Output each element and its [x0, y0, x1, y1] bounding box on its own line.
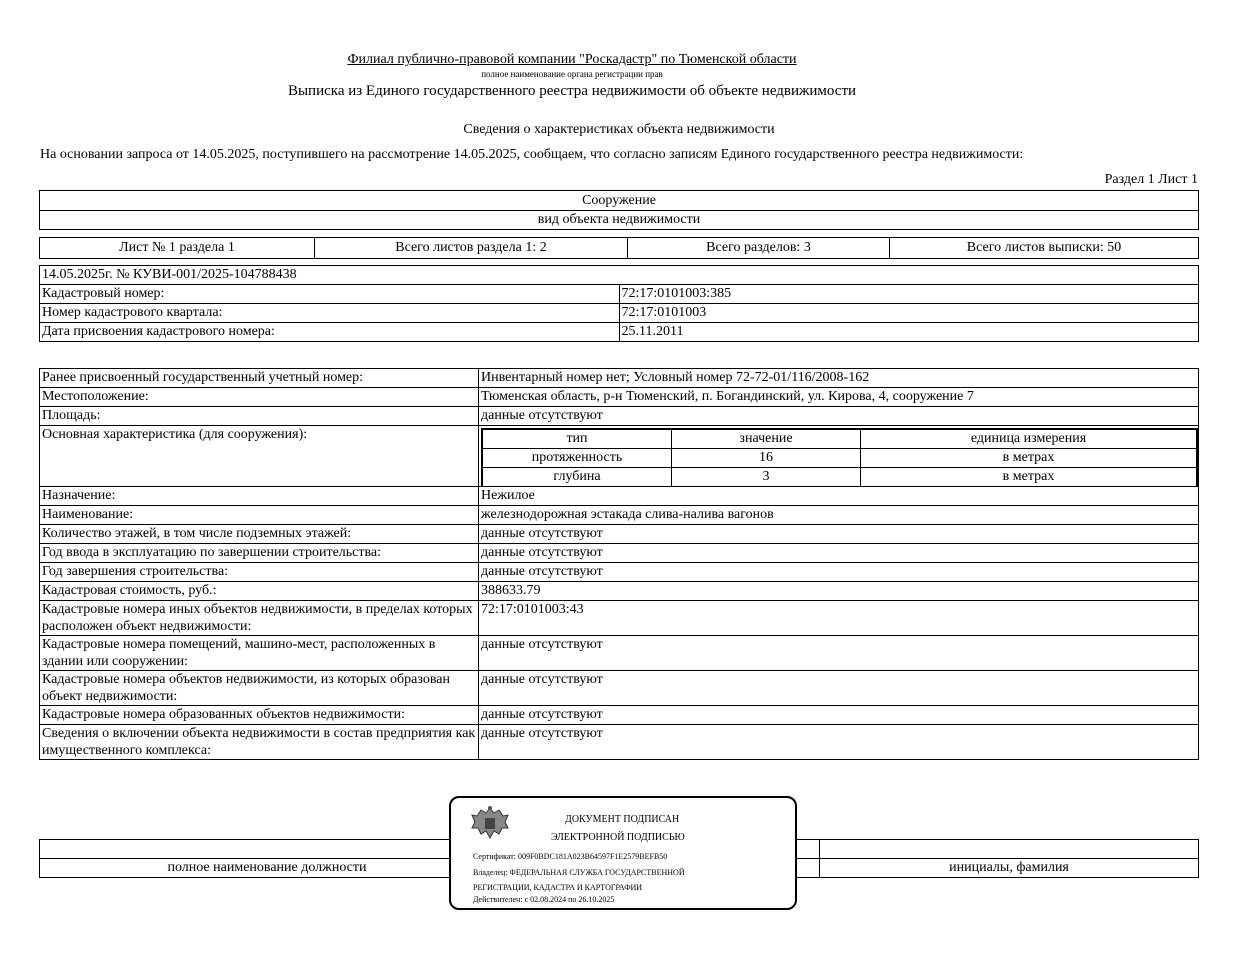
year-commission-label: Год ввода в эксплуатацию по завершении строительства: [40, 544, 479, 563]
year-built-label: Год завершения строительства: [40, 563, 479, 582]
quarter-number-value: 72:17:0101003 [619, 304, 1199, 323]
area-label: Площадь: [40, 407, 479, 426]
area-value: данные отсутствуют [479, 407, 1199, 426]
intro-text: На основании запроса от 14.05.2025, поступившего на рассмотрение 14.05.2025, сообщаем, что согласно записям Единого государственного реестра недвижимости: [40, 147, 1024, 162]
cadastral-number-label: Кадастровый номер: [40, 285, 620, 304]
char-header-unit: единица измерения [861, 429, 1198, 449]
cost-label: Кадастровая стоимость, руб.: [40, 582, 479, 601]
prev-number-value: Инвентарный номер нет; Условный номер 72-72-01/116/2008-162 [479, 369, 1199, 388]
assign-date-value: 25.11.2011 [619, 323, 1199, 342]
floors-value: данные отсутствуют [479, 525, 1199, 544]
e-signature-stamp [449, 796, 797, 910]
formed-objects-label: Кадастровые номера образованных объектов недвижимости: [40, 706, 479, 725]
parent-objects-label: Кадастровые номера иных объектов недвижимости, в пределах которых расположен объект недвижимости: [40, 601, 479, 636]
initials-caption: инициалы, фамилия [820, 859, 1199, 878]
cost-value: 388633.79 [479, 582, 1199, 601]
extract-number: 14.05.2025г. № КУВИ-001/2025-104788438 [40, 266, 1199, 285]
location-label: Местоположение: [40, 388, 479, 407]
name-value: железнодорожная эстакада слива-налива вагонов [479, 506, 1199, 525]
source-objects-value: данные отсутствуют [479, 671, 1199, 706]
purpose-value: Нежилое [479, 487, 1199, 506]
char-row-value: 16 [672, 449, 861, 468]
floors-label: Количество этажей, в том числе подземных этажей: [40, 525, 479, 544]
rooms-label: Кадастровые номера помещений, машино-мест, расположенных в здании или сооружении: [40, 636, 479, 671]
stamp-validity: Действителен: с 02.08.2024 по 26.10.2025 [473, 895, 615, 904]
object-type-value: Сооружение [40, 191, 1199, 211]
position-caption: полное наименование должности [40, 859, 495, 878]
object-type-caption: вид объекта недвижимости [40, 211, 1199, 230]
cadastral-number-value: 72:17:0101003:385 [619, 285, 1199, 304]
location-value: Тюменская область, р-н Тюменский, п. Богандинский, ул. Кирова, 4, сооружение 7 [479, 388, 1199, 407]
org-name: Филиал публично-правовой компании "Роскадастр" по Тюменской области [347, 52, 797, 67]
quarter-number-label: Номер кадастрового квартала: [40, 304, 620, 323]
year-built-value: данные отсутствуют [479, 563, 1199, 582]
enterprise-value: данные отсутствуют [479, 725, 1199, 760]
sheet-info-table [39, 237, 1199, 259]
sheet-number: Лист № 1 раздела 1 [40, 238, 315, 259]
year-commission-value: данные отсутствуют [479, 544, 1199, 563]
stamp-line1: ДОКУМЕНТ ПОДПИСАН [565, 814, 680, 825]
document-title: Выписка из Единого государственного реестра недвижимости об объекте недвижимости [287, 83, 857, 99]
stamp-line2: ЭЛЕКТРОННОЙ ПОДПИСЬЮ [551, 832, 685, 843]
extract-sheets-total: Всего листов выписки: 50 [890, 238, 1199, 259]
enterprise-label: Сведения о включении объекта недвижимости в состав предприятия как имущественного комплекса: [40, 725, 479, 760]
stamp-owner-line2: РЕГИСТРАЦИИ, КАДАСТРА И КАРТОГРАФИИ [473, 883, 643, 892]
name-label: Наименование: [40, 506, 479, 525]
sections-total: Всего разделов: 3 [628, 238, 890, 259]
char-header-type: тип [482, 429, 672, 449]
object-type-table [39, 190, 1199, 230]
parent-objects-value: 72:17:0101003:43 [479, 601, 1199, 636]
char-row-type: глубина [482, 468, 672, 487]
rooms-value: данные отсутствуют [479, 636, 1199, 671]
main-char-label: Основная характеристика (для сооружения): [40, 426, 479, 487]
stamp-certificate: Сертификат: 009F0BDC181A023B64597F1E2579BEFB50 [473, 852, 668, 861]
ident-table [39, 265, 1199, 342]
char-row-value: 3 [672, 468, 861, 487]
section-title: Сведения о характеристиках объекта недвижимости [463, 122, 775, 137]
main-char-cell [479, 426, 1199, 487]
assign-date-label: Дата присвоения кадастрового номера: [40, 323, 620, 342]
stamp-owner-line1: Владелец: ФЕДЕРАЛЬНАЯ СЛУЖБА ГОСУДАРСТВЕННОЙ [473, 868, 685, 877]
prev-number-label: Ранее присвоенный государственный учетный номер: [40, 369, 479, 388]
source-objects-label: Кадастровые номера объектов недвижимости, из которых образован объект недвижимости: [40, 671, 479, 706]
char-header-value: значение [672, 429, 861, 449]
section-sheets-total: Всего листов раздела 1: 2 [315, 238, 628, 259]
char-row-unit: в метрах [861, 468, 1198, 487]
char-row-type: протяженность [482, 449, 672, 468]
formed-objects-value: данные отсутствуют [479, 706, 1199, 725]
org-caption: полное наименование органа регистрации прав [481, 69, 663, 79]
details-table [39, 368, 1199, 760]
section-sheet-label: Раздел 1 Лист 1 [1104, 172, 1198, 187]
purpose-label: Назначение: [40, 487, 479, 506]
coat-of-arms-icon [469, 804, 511, 844]
main-char-subtable [481, 428, 1198, 487]
char-row-unit: в метрах [861, 449, 1198, 468]
